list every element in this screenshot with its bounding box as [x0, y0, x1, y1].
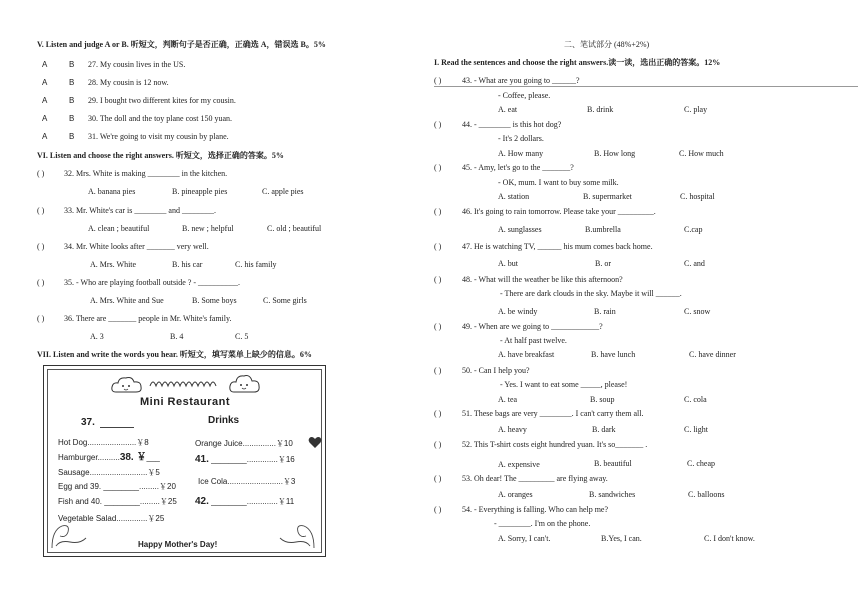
- question-subtext: - ________. I'm on the phone.: [494, 519, 591, 528]
- menu-footer: Happy Mother's Day!: [138, 540, 218, 549]
- answer-blank[interactable]: ( ): [434, 242, 442, 251]
- option-a[interactable]: A: [42, 78, 48, 87]
- choice-a[interactable]: A. tea: [498, 395, 518, 404]
- choice-c[interactable]: C.cap: [684, 225, 703, 234]
- menu-row-orange-juice: [195, 439, 293, 449]
- question-text: 51. These bags are very ________. I can't carry them all.: [462, 409, 644, 418]
- question-text: 49. - When are we going to ____________?: [462, 322, 603, 331]
- choice-a[interactable]: A. station: [498, 192, 530, 201]
- option-b[interactable]: B: [69, 60, 75, 69]
- question-text: 54. - Everything is falling. Who can help me?: [462, 505, 609, 514]
- answer-blank[interactable]: ( ): [434, 474, 442, 483]
- section-6-title: VI. Listen and choose the right answers. 听短文，选择正确的答案。5%: [37, 151, 284, 160]
- choice-b[interactable]: B. or: [595, 259, 611, 268]
- menu-item-label: Hamburger: [58, 453, 98, 462]
- question-text: 36. There are _______ people in Mr. White's family.: [64, 314, 232, 323]
- choice-b[interactable]: B. beautiful: [594, 459, 632, 468]
- choice-b[interactable]: B. sandwiches: [589, 490, 636, 499]
- menu-item-price: ￥10: [275, 439, 293, 448]
- spiral-decoration-icon: [148, 376, 224, 390]
- choice-a[interactable]: A. expensive: [498, 460, 540, 469]
- choice-c[interactable]: C. Some girls: [263, 296, 307, 305]
- choice-b[interactable]: B. drink: [587, 105, 614, 114]
- item-42-blank[interactable]: ________: [208, 497, 247, 506]
- dot-leader: .........................: [227, 477, 283, 486]
- flourish-right-icon: [276, 516, 316, 550]
- answer-blank[interactable]: ( ): [434, 505, 442, 514]
- choice-b[interactable]: B. supermarket: [583, 192, 632, 201]
- choice-b[interactable]: B. rain: [594, 307, 616, 316]
- answer-blank[interactable]: ( ): [37, 169, 45, 178]
- choice-c[interactable]: C. snow: [684, 307, 711, 316]
- choice-a[interactable]: A. clean ; beautiful: [88, 224, 150, 233]
- question-text: 46. It's going to rain tomorrow. Please take your _________.: [462, 207, 656, 216]
- dot-leader: ..........................: [89, 468, 148, 477]
- question-text: 32. Mrs. White is making ________ in the kitchen.: [64, 169, 228, 178]
- choice-a[interactable]: A. How many: [498, 149, 544, 158]
- question-subtext: - Yes. I want to eat some _____, please!: [500, 380, 628, 389]
- choice-b[interactable]: B. pineapple pies: [172, 187, 228, 196]
- choice-c[interactable]: C. I don't know.: [704, 534, 755, 543]
- menu-item-price: ￥3: [282, 477, 296, 486]
- flourish-left-icon: [50, 516, 90, 550]
- item-38-blank[interactable]: ___: [146, 453, 160, 462]
- part-title: 二、笔试部分 (48%+2%): [564, 40, 650, 49]
- choice-c[interactable]: C. play: [684, 105, 708, 114]
- menu-item-label: Orange Juice: [195, 439, 243, 448]
- menu-title: Mini Restaurant: [140, 396, 231, 408]
- item-41-label: 41.: [195, 454, 209, 465]
- answer-blank[interactable]: ( ): [37, 278, 45, 287]
- option-b[interactable]: B: [69, 78, 75, 87]
- question-subtext: - At half past twelve.: [500, 336, 567, 345]
- answer-blank[interactable]: ( ): [434, 207, 442, 216]
- menu-row-ice-cola: [198, 477, 295, 487]
- dot-leader: ..............: [246, 455, 278, 464]
- section-5-title: V. Listen and judge A or B. 听短文，判断句子是否正确，正确选 A，错误选 B。5%: [37, 40, 326, 49]
- choice-a[interactable]: A. oranges: [498, 490, 533, 499]
- question-text: 50. - Can I help you?: [462, 366, 530, 375]
- question-subtext: - It's 2 dollars.: [498, 134, 544, 143]
- choice-b[interactable]: B. new ; helpful: [182, 224, 234, 233]
- choice-c[interactable]: C. light: [684, 425, 709, 434]
- menu-row-41: [195, 455, 295, 465]
- dot-leader: ..............: [116, 514, 148, 523]
- answer-blank[interactable]: ( ): [37, 242, 45, 251]
- question-text: 47. He is watching TV, ______ his mum comes back home.: [462, 242, 653, 251]
- choice-c[interactable]: C. apple pies: [262, 187, 304, 196]
- menu-row-hamburger: [58, 453, 160, 463]
- statement-text: 30. The doll and the toy plane cost 150 yuan.: [88, 114, 233, 123]
- margin-rule: [434, 86, 858, 87]
- item-40-blank[interactable]: ________: [102, 497, 140, 506]
- question-text: 45. - Amy, let's go to the _______?: [462, 163, 574, 172]
- cloud-decoration-icon: [228, 372, 262, 396]
- choice-c[interactable]: C. his family: [235, 260, 277, 269]
- menu-row-42: [195, 497, 294, 507]
- choice-a[interactable]: A. be windy: [498, 307, 538, 316]
- choice-b[interactable]: B. soup: [590, 395, 615, 404]
- menu-row-sausage: [58, 468, 160, 478]
- question-text: 34. Mr. White looks after _______ very well.: [64, 242, 209, 251]
- choice-b[interactable]: B. have lunch: [591, 350, 636, 359]
- answer-blank[interactable]: ( ): [434, 409, 442, 418]
- option-a[interactable]: A: [42, 96, 48, 105]
- choice-a[interactable]: A. eat: [498, 105, 518, 114]
- choice-c[interactable]: C. have dinner: [689, 350, 736, 359]
- dot-leader: ..........: [97, 453, 120, 462]
- dot-leader: .........: [138, 482, 159, 491]
- item-39-blank[interactable]: ________: [101, 482, 139, 491]
- question-text: 44. - ________ is this hot dog?: [462, 120, 562, 129]
- statement-text: 31. We're going to visit my cousin by plane.: [88, 132, 229, 141]
- question-subtext: - Coffee, please.: [498, 91, 551, 100]
- section-7-title: VII. Listen and write the words you hear. 听短文，填写菜单上缺少的信息。6%: [37, 350, 312, 359]
- question-subtext: - There are dark clouds in the sky. Maybe it will ______.: [500, 289, 682, 298]
- menu-item-price: ￥20: [159, 482, 176, 491]
- menu-row-hot-dog: [58, 438, 149, 448]
- choice-a[interactable]: A. heavy: [498, 425, 527, 434]
- question-subtext: - OK, mum. I want to buy some milk.: [498, 178, 619, 187]
- menu-item-price: ￥16: [277, 455, 295, 464]
- menu-item-label: Hot Dog: [58, 438, 88, 447]
- answer-blank[interactable]: ( ): [37, 206, 45, 215]
- answer-blank[interactable]: ( ): [434, 322, 442, 331]
- answer-blank[interactable]: ( ): [434, 120, 442, 129]
- choice-a[interactable]: A. Sorry, I can't.: [498, 534, 551, 543]
- choice-c[interactable]: C. hospital: [680, 192, 715, 201]
- dot-leader: ......................: [87, 438, 137, 447]
- heart-icon: [308, 436, 322, 449]
- menu-item-price: ￥11: [277, 497, 295, 506]
- answer-blank[interactable]: ( ): [434, 440, 442, 449]
- question-text: 53. Oh dear! The _________ are flying away.: [462, 474, 608, 483]
- menu-row-egg: [58, 482, 176, 492]
- menu-item-label: Sausage: [58, 468, 90, 477]
- menu-item-price: ￥25: [159, 497, 177, 506]
- dot-leader: ..............: [246, 497, 278, 506]
- cloud-decoration-icon: [110, 374, 144, 396]
- statement-text: 27. My cousin lives in the US.: [88, 60, 186, 69]
- choice-a[interactable]: A. Mrs. White and Sue: [90, 296, 164, 305]
- choice-c[interactable]: C. cola: [684, 395, 707, 404]
- menu-item-price: ￥25: [147, 514, 165, 523]
- choice-c[interactable]: C. How much: [679, 149, 724, 158]
- item-42-label: 42.: [195, 496, 209, 507]
- menu-item-label: Fish and 40.: [58, 497, 103, 506]
- choice-c[interactable]: C. 5: [235, 332, 249, 341]
- question-text: 33. Mr. White's car is ________ and ________.: [64, 206, 216, 215]
- item-41-blank[interactable]: ________: [208, 455, 247, 464]
- choice-b[interactable]: B. dark: [592, 425, 616, 434]
- section-1-title: I. Read the sentences and choose the right answers.读一读，选出正确的答案。12%: [434, 58, 721, 67]
- answer-blank[interactable]: ( ): [434, 366, 442, 375]
- question-text: 48. - What will the weather be like this afternoon?: [462, 275, 623, 284]
- item-37-blank[interactable]: [100, 427, 134, 428]
- option-b[interactable]: B: [69, 132, 75, 141]
- menu-row-fish: [58, 497, 177, 507]
- choice-c[interactable]: C. cheap: [687, 459, 715, 468]
- choice-c[interactable]: C. balloons: [688, 490, 725, 499]
- choice-b[interactable]: B. Some boys: [192, 296, 237, 305]
- question-text: 43. - What are you going to ______?: [462, 76, 580, 85]
- answer-blank[interactable]: ( ): [434, 76, 442, 85]
- menu-item-price: ￥5: [147, 468, 160, 477]
- drinks-heading: Drinks: [208, 415, 240, 426]
- answer-blank[interactable]: ( ): [37, 314, 45, 323]
- menu-card: [43, 365, 326, 557]
- menu-item-label: Ice Cola: [198, 477, 228, 486]
- menu-item-label: Egg and 39.: [58, 482, 102, 491]
- answer-blank[interactable]: ( ): [434, 163, 442, 172]
- question-text: 52. This T-shirt costs eight hundred yuan. It's so_______ .: [462, 440, 648, 449]
- answer-blank[interactable]: ( ): [434, 275, 442, 284]
- menu-item-label: Vegetable Salad: [58, 514, 117, 523]
- choice-c[interactable]: C. and: [684, 259, 705, 268]
- choice-a[interactable]: A. have breakfast: [498, 350, 555, 359]
- choice-a[interactable]: A. Mrs. White: [90, 260, 137, 269]
- question-text: 35. - Who are playing football outside ? - __________.: [64, 278, 241, 287]
- option-a[interactable]: A: [42, 132, 48, 141]
- choice-a[interactable]: A. banana pies: [88, 187, 136, 196]
- option-b[interactable]: B: [69, 96, 75, 105]
- item-38-label: 38. ￥: [119, 452, 147, 463]
- option-a[interactable]: A: [42, 60, 48, 69]
- choice-a[interactable]: A. sunglasses: [498, 225, 542, 234]
- dot-leader: .........: [139, 497, 160, 506]
- choice-b[interactable]: B. his car: [172, 260, 203, 269]
- choice-b[interactable]: B. How long: [594, 149, 636, 158]
- statement-text: 28. My cousin is 12 now.: [88, 78, 169, 87]
- choice-b[interactable]: B.Yes, I can.: [601, 534, 642, 543]
- item-37-label: 37.: [81, 417, 95, 428]
- choice-b[interactable]: B. 4: [170, 332, 184, 341]
- menu-item-price: ￥8: [136, 438, 149, 447]
- option-b[interactable]: B: [69, 114, 75, 123]
- choice-a[interactable]: A. 3: [90, 332, 104, 341]
- choice-b[interactable]: B.umbrella: [585, 225, 621, 234]
- statement-text: 29. I bought two different kites for my cousin.: [88, 96, 236, 105]
- choice-c[interactable]: C. old ; beautiful: [267, 224, 322, 233]
- option-a[interactable]: A: [42, 114, 48, 123]
- dot-leader: ...............: [242, 439, 276, 448]
- choice-a[interactable]: A. but: [498, 259, 518, 268]
